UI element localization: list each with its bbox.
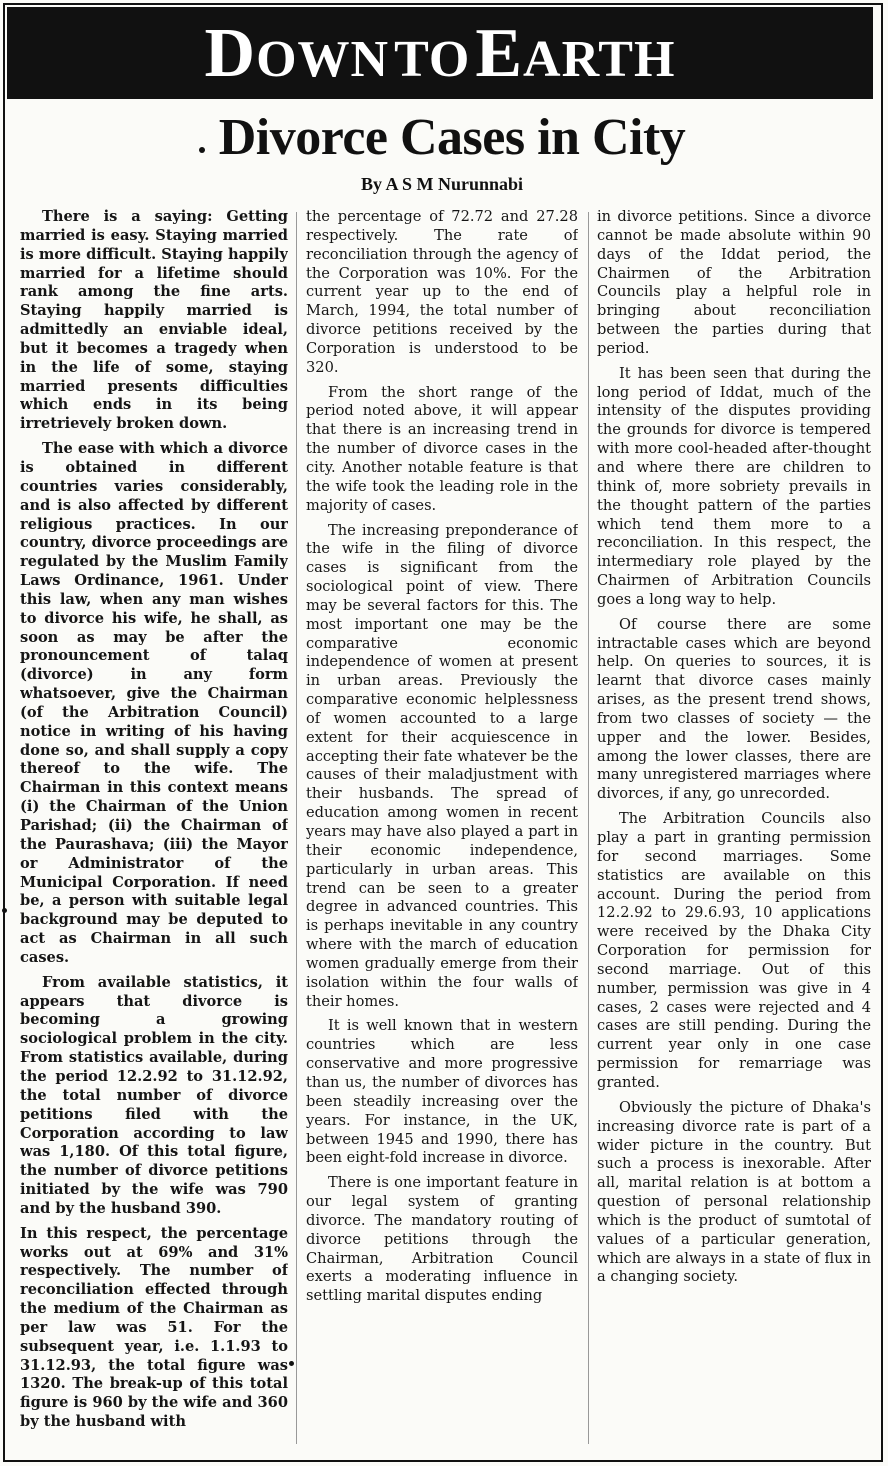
- masthead-title: [7, 7, 873, 109]
- article-column-3: [597, 208, 871, 1450]
- column-marker-dot-icon: [289, 1361, 294, 1366]
- col3-paragraph: Obviously the picture of Dhaka's increasing divorce rate is part of a wider picture in the country. But such a process is inexorable. After all, marital relation is at bottom a question of personal relationship which is the product of sumtotal of values of a particular generation, which are always in a state of flux in a changing society.: [597, 1098, 871, 1286]
- col2-paragraph: It is well known that in western countries which are less conservative and more progressive than us, the number of divorces has been steadily increasing over the years. For instance, in the UK, between 1945 and 1990, there has been eight-fold increase in divorce.: [306, 1017, 578, 1167]
- article-column-2: [306, 208, 578, 1450]
- col1-paragraph: There is a saying: Getting married is easy. Staying married is more difficult. Staying happily married for a lifetime should rank among the fine arts. Staying happily married is admittedly an enviable ideal, but it becomes a tragedy when in the life of some, staying married presents difficulties which ends in its being irretrievely broken down.: [20, 208, 288, 433]
- masthead-word-own: OWN: [256, 31, 390, 88]
- col3-paragraph: The Arbitration Councils also play a part in granting permission for second marriages. Some statistics are available on this account. During the period from 12.2.92 to 29.6.93, 10 applications were received by the Dhaka City Corporation for permission for second marriage. Out of this number, permission was give in 4 cases, 2 cases were rejected and 4 cases are still pending. During the current year only in one case permission for remarriage was granted.: [597, 810, 871, 1091]
- col2-paragraph: the percentage of 72.72 and 27.28 respectively. The rate of reconciliation through the agency of the Corporation was 10%. For the current year up to the end of March, 1994, the total number of divorce petitions received by the Corporation is understood to be 320.: [306, 208, 578, 376]
- col2-paragraph: There is one important feature in our legal system of granting divorce. The mandatory routing of divorce petitions through the Chairman, Arbitration Council exerts a moderating influence in settling marital disputes ending: [306, 1174, 578, 1305]
- masthead-letter-e: E: [475, 15, 524, 92]
- masthead-word-arth: ARTH: [523, 31, 676, 88]
- col2-paragraph: The increasing preponderance of the wife in the filing of divorce cases is significant from the sociological point of view. There may be several factors for this. The most important one may be the comparative economic independence of women at present in urban areas. Previously the comparative economic helplessness of women accounted to a large extent for their acquiescence in accepting their fate whatever be the causes of their maladjustment with their husbands. The spread of education among women in recent years may have also played a part in their economic independence, particularly in urban areas. This trend can be seen to a greater degree in advanced countries. This is perhaps inevitable in any country where with the march of education women gradually emerge from their isolation within the four walls of their homes.: [306, 521, 578, 1010]
- col3-paragraph: Of course there are some intractable cases which are beyond help. On queries to sources, it is learnt that divorce cases mainly arises, as the present trend shows, from two classes of society — the upper and the lower. Besides, among the lower classes, there are many unregistered marriages where divorces, if any, go unrecorded.: [597, 615, 871, 803]
- article-headline: Divorce Cases in City: [218, 109, 686, 166]
- article-byline: By A S M Nurunnabi: [360, 174, 524, 194]
- col2-paragraph: From the short range of the period noted above, it will appear that there is an increasing trend in the number of divorce cases in the city. Another notable feature is that the wife took the leading role in the majority of cases.: [306, 383, 578, 514]
- masthead-word-to: TO: [394, 31, 471, 88]
- col1-paragraph: From available statistics, it appears that divorce is becoming a growing sociological problem in the city. From statistics available, during the period 12.2.92 to 31.12.92, the total number of divorce petitions filed with the Corporation according to law was 1,180. Of this total figure, the number of divorce petitions initiated by the wife was 790 and by the husband 390.: [20, 973, 288, 1217]
- masthead-letter-d: D: [204, 15, 257, 92]
- column-divider: [296, 212, 297, 1444]
- headline-block: [0, 100, 884, 176]
- col1-paragraph: The ease with which a divorce is obtained in different countries varies considerably, and is also affected by different religious practices. In our country, divorce proceedings are regulated by the Muslim Family Laws Ordinance, 1961. Under this law, when any man wishes to divorce his wife, he shall, as soon as may be after the pronouncement of talaq (divorce) in any form whatsoever, give the Chairman (of the Arbitration Council) notice in writing of his having done so, and shall supply a copy thereof to the wife. The Chairman in this context means (i) the Chairman of the Union Parishad; (ii) the Chairman of the Paurashava; (iii) the Mayor or Administrator of the Municipal Corporation. If need be, a person with suitable legal background may be deputed to act as Chairman in all such cases.: [20, 440, 288, 966]
- bullet-icon: [199, 147, 205, 153]
- col3-paragraph: It has been seen that during the long period of Iddat, much of the intensity of the disputes providing the grounds for divorce is tempered with more cool-headed after-thought and where there are children to think of, more sobriety prevails in the thought pattern of the parties which tend them more to a reconciliation. In this respect, the intermediary role played by the Chairmen of Arbitration Councils goes a long way to help.: [597, 364, 871, 608]
- col1-paragraph: In this respect, the percentage works out at 69% and 31% respectively. The number of reconciliation effected through the medium of the Chairman as per law was 51. For the subsequent year, i.e. 1.1.93 to 31.12.93, the total figure was 1320. The break-up of this total figure is 960 by the wife and 360 by the husband with: [20, 1224, 288, 1431]
- margin-dot-icon: [2, 908, 7, 913]
- col3-paragraph: in divorce petitions. Since a divorce cannot be made absolute within 90 days of the Iddat period, the Chairmen of the Arbitration Councils play a helpful role in bringing about reconciliation between the parties during that period.: [597, 208, 871, 357]
- column-divider: [588, 212, 589, 1444]
- article-column-1: [20, 208, 288, 1450]
- masthead: [7, 7, 873, 99]
